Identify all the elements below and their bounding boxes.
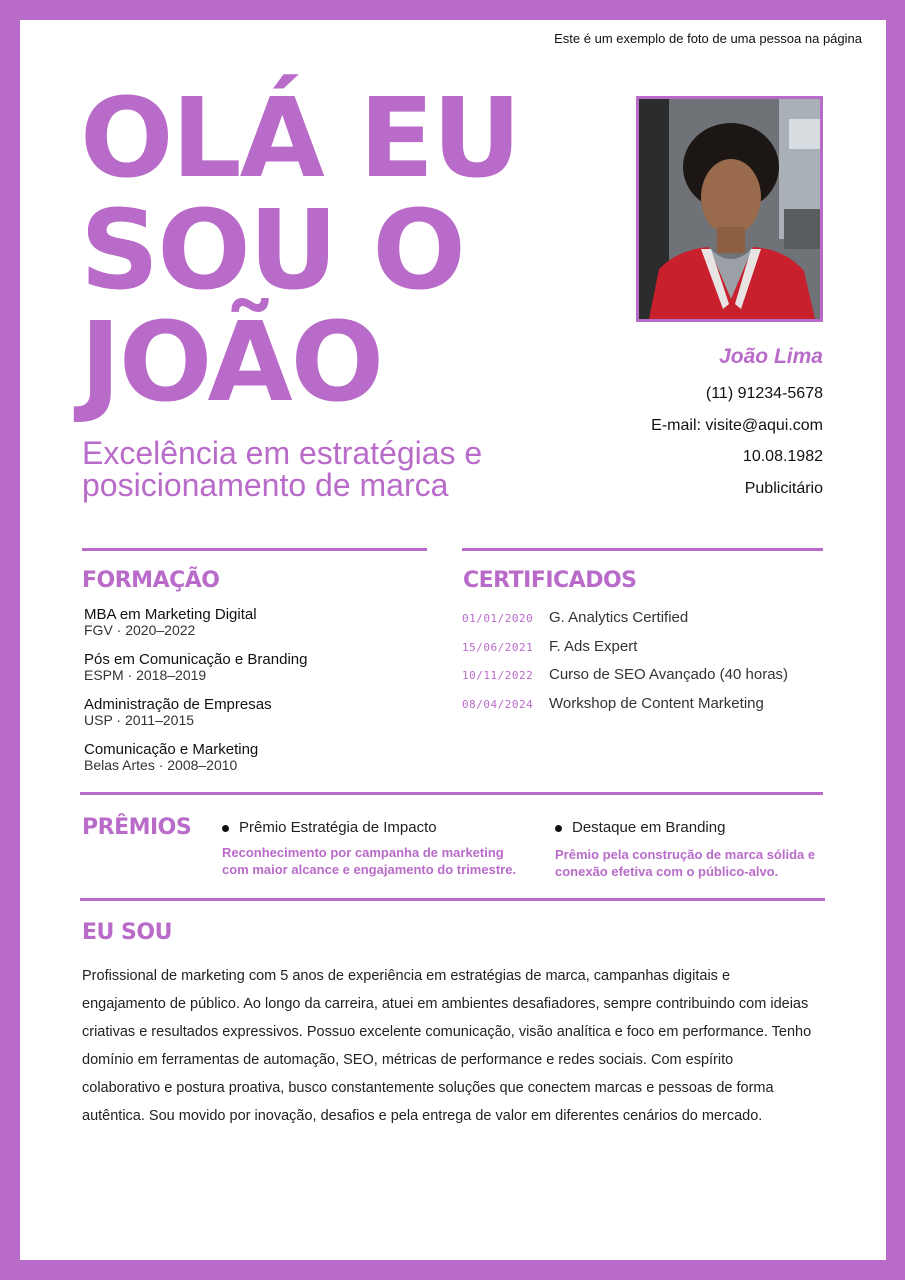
- certificate-date: 15/06/2021: [462, 641, 534, 654]
- hero-line-3: JOÃO: [80, 298, 383, 426]
- profile-profession: Publicitário: [744, 480, 823, 497]
- award-description: [222, 844, 542, 878]
- awards-title: PRÊMIOS: [82, 815, 192, 840]
- award-item: [555, 819, 845, 880]
- education-detail: USP · 2011–2015: [84, 712, 195, 728]
- about-text: Profissional de marketing com 5 anos de experiência em estratégias de marca, campanhas digitais e engajamento de público. Ao longo da carreira, atuei em ambientes desafiadores, sempre contribuindo com ideias criativas e resultados expressivos. Possuo excelente comunicação, visão analítica e foco em performance. Tenho domínio em ferramentas de automação, SEO, métricas de performance e redes sociais. Com espírito colaborativo e postura proativa, busco constantemente soluções que conectem marcas e pessoas de forma autêntica. Sou movido por inovação, desafios e pela entrega de valor em diferentes cenários do mercado.: [82, 968, 812, 1124]
- bullet-icon: [555, 825, 562, 832]
- education-divider: [82, 548, 427, 551]
- profile-email: E-mail: visite@aqui.com: [651, 417, 823, 434]
- certificate-row: [462, 609, 822, 626]
- bullet-icon: [222, 825, 229, 832]
- education-item: [84, 742, 307, 773]
- profile-photo: [636, 96, 823, 322]
- award-desc-line: com maior alcance e engajamento do trimestre.: [222, 862, 517, 877]
- education-course: Administração de Empresas: [84, 696, 272, 713]
- tagline: [82, 437, 622, 501]
- education-detail: FGV · 2020–2022: [84, 622, 196, 638]
- profile-name: João Lima: [719, 345, 823, 368]
- education-item: [84, 697, 307, 728]
- award-name: Destaque em Branding: [572, 819, 726, 836]
- certificate-row: [462, 695, 822, 712]
- hero-line-2: SOU O: [80, 186, 464, 314]
- education-course: Comunicação e Marketing: [84, 741, 259, 758]
- education-course: MBA em Marketing Digital: [84, 606, 257, 623]
- about-title: EU SOU: [82, 920, 172, 945]
- award-desc-line: Prêmio pela construção de marca sólida e: [555, 847, 816, 862]
- certificates-divider: [462, 548, 823, 551]
- certificate-name: G. Analytics Certified: [549, 609, 689, 626]
- certificate-row: [462, 638, 822, 655]
- award-name: Prêmio Estratégia de Impacto: [239, 819, 437, 836]
- profile-birthdate: 10.08.1982: [742, 448, 823, 465]
- award-name-row: [222, 819, 542, 836]
- education-title: FORMAÇÃO: [82, 568, 220, 593]
- certificate-date: 10/11/2022: [462, 669, 534, 682]
- certificate-name: F. Ads Expert: [549, 638, 638, 655]
- certificate-date: 01/01/2020: [462, 612, 534, 625]
- award-desc-line: Reconhecimento por campanha de marketing: [222, 845, 504, 860]
- photo-notice: Este é um exemplo de foto de uma pessoa na página: [554, 31, 862, 46]
- education-detail: ESPM · 2018–2019: [84, 667, 207, 683]
- hero-line-1: OLÁ EU: [80, 74, 520, 202]
- award-item: [222, 819, 542, 878]
- certificate-row: [462, 666, 822, 683]
- certificate-name: Workshop de Content Marketing: [549, 695, 764, 712]
- awards-divider-bottom: [80, 898, 825, 901]
- hero-title: [80, 74, 620, 426]
- certificate-name: Curso de SEO Avançado (40 horas): [549, 666, 789, 683]
- award-name-row: [555, 819, 845, 836]
- tagline-line-2: posicionamento de marca: [82, 467, 449, 503]
- education-list: [84, 607, 307, 773]
- education-course: Pós em Comunicação e Branding: [84, 651, 308, 668]
- award-desc-line: conexão efetiva com o público-alvo.: [555, 864, 779, 879]
- person-photo-illustration: [639, 99, 820, 319]
- education-item: [84, 652, 307, 683]
- certificate-date: 08/04/2024: [462, 698, 534, 711]
- certificates-title: CERTIFICADOS: [463, 568, 637, 593]
- awards-divider-top: [80, 792, 823, 795]
- education-detail: Belas Artes · 2008–2010: [84, 757, 238, 773]
- award-description: [555, 846, 845, 880]
- education-item: [84, 607, 307, 638]
- profile-phone: (11) 91234-5678: [705, 385, 823, 402]
- tagline-line-1: Excelência em estratégias e: [82, 435, 483, 471]
